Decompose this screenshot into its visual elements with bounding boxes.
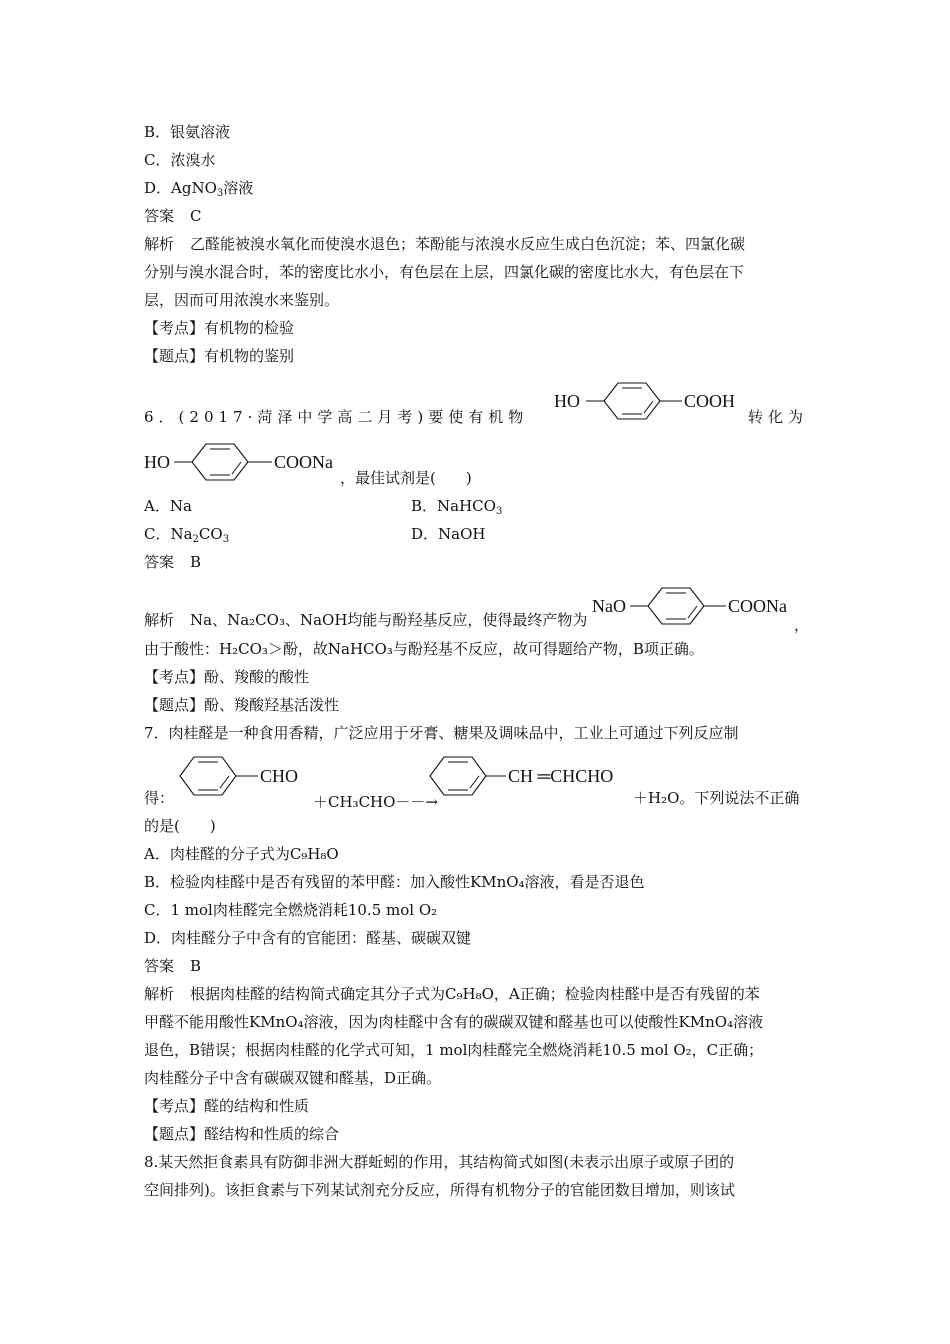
q7-option-d: D．肉桂醛分子中含有的官能团：醛基、碳碳双键 xyxy=(144,929,472,947)
q7-stem-line-2-end: ＋H₂O。下列说法不正确 xyxy=(633,789,800,807)
q5-analysis-line-2: 分别与溴水混合时，苯的密度比水小，有色层在上层，四氯化碳的密度比水大，有色层在下 xyxy=(144,263,745,281)
q7-reagent-and-arrow: ＋CH₃CHO－－→ xyxy=(313,793,438,811)
q7-benzaldehyde-structure xyxy=(178,752,313,802)
q7-analysis-line-4: 肉桂醛分子中含有碳碳双键和醛基，D正确。 xyxy=(144,1069,442,1087)
q6-struct2-right-group: COONa xyxy=(274,452,333,472)
q6-struct3-left-group: NaO xyxy=(592,596,626,616)
q6-struct1-left-group: HO xyxy=(554,391,580,411)
q5-tidian: 【题点】有机物的鉴别 xyxy=(144,347,295,365)
q6-struct3-right-group: COONa xyxy=(728,596,787,616)
q6-struct1-right-group: COOH xyxy=(684,391,736,411)
q7-tidian: 【题点】醛结构和性质的综合 xyxy=(144,1125,340,1143)
q6-structure-disodium-salt xyxy=(590,582,795,628)
q8-stem-line-1: 8.某天然拒食素具有防御非洲大群蚯蚓的作用，其结构简式如图(未表示出原子或原子团的 xyxy=(144,1153,735,1171)
q6-option-b: B．NaHCO$_3$ xyxy=(411,497,503,517)
q6-analysis-line-1-end: ， xyxy=(794,616,810,634)
q6-structure-hydroxybenzoic-acid xyxy=(548,377,748,423)
q6-analysis-line-1: 解析 Na、Na₂CO₃、NaOH均能与酚羟基反应，使得最终产物为 xyxy=(144,611,588,629)
q6-stem-end: ，最佳试剂是( ) xyxy=(340,469,472,487)
q7-stem-line-1: 7．肉桂醛是一种食用香精，广泛应用于牙膏、糖果及调味品中，工业上可通过下列反应制 xyxy=(144,724,739,742)
q6-structure-sodium-hydroxybenzoate xyxy=(140,438,350,484)
q7-analysis-line-2: 甲醛不能用酸性KMnO₄溶液，因为肉桂醛中含有的碳碳双键和醛基也可以使酸性KMnO₄溶液 xyxy=(144,1013,764,1031)
q6-stem-start: 6．(2017·菏泽中学高二月考)要使有机物 xyxy=(144,408,529,426)
q7-product-group: CH ═CHCHO xyxy=(508,766,614,786)
q7-stem-line-2-start: 得： xyxy=(144,789,175,807)
q7-cinnamaldehyde-structure xyxy=(428,752,633,802)
q7-analysis-line-3: 退色，B错误；根据肉桂醛的化学式可知，1 mol肉桂醛完全燃烧消耗10.5 mol O₂，C正确； xyxy=(144,1041,764,1059)
q5-option-b: B．银氨溶液 xyxy=(144,123,231,141)
q7-answer: 答案 B xyxy=(144,957,202,975)
q7-reactant-group: CHO xyxy=(260,766,299,786)
q6-option-d: D．NaOH xyxy=(411,525,486,543)
q7-option-a: A．肉桂醛的分子式为C₉H₈O xyxy=(144,845,339,863)
q7-option-c: C．1 mol肉桂醛完全燃烧消耗10.5 mol O₂ xyxy=(144,901,438,919)
q6-kaodian: 【考点】酚、羧酸的酸性 xyxy=(144,668,310,686)
q5-analysis-line-3: 层，因而可用浓溴水来鉴别。 xyxy=(144,291,340,309)
q8-stem-line-2: 空间排列)。该拒食素与下列某试剂充分反应，所得有机物分子的官能团数目增加，则该试 xyxy=(144,1181,735,1199)
q7-analysis-line-1: 解析 根据肉桂醛的结构简式确定其分子式为C₉H₈O，A正确；检验肉桂醛中是否有残留的苯 xyxy=(144,985,760,1003)
q5-answer: 答案 C xyxy=(144,207,202,225)
q5-option-d: D．AgNO$_3$溶液 xyxy=(144,179,254,199)
q6-struct2-left-group: HO xyxy=(144,452,170,472)
q6-analysis-line-2: 由于酸性：H₂CO₃＞酚，故NaHCO₃与酚羟基不反应，故可得题给产物，B项正确。 xyxy=(144,640,704,658)
q6-tidian: 【题点】酚、羧酸羟基活泼性 xyxy=(144,696,340,714)
q6-answer: 答案 B xyxy=(144,553,202,571)
q5-option-c: C．浓溴水 xyxy=(144,151,216,169)
q5-kaodian: 【考点】有机物的检验 xyxy=(144,319,295,337)
q6-stem-middle: 转化为 xyxy=(748,408,809,426)
q7-kaodian: 【考点】醛的结构和性质 xyxy=(144,1097,310,1115)
q5-analysis-line-1: 解析 乙醛能被溴水氧化而使溴水退色；苯酚能与浓溴水反应生成白色沉淀；苯、四氯化碳 xyxy=(144,235,746,253)
q6-option-a: A．Na xyxy=(144,497,192,515)
q6-option-c: C．$Na_2CO_3$ xyxy=(144,525,230,545)
q7-stem-line-3: 的是( ) xyxy=(144,817,216,835)
q7-option-b: B．检验肉桂醛中是否有残留的苯甲醛：加入酸性KMnO₄溶液，看是否退色 xyxy=(144,873,645,891)
